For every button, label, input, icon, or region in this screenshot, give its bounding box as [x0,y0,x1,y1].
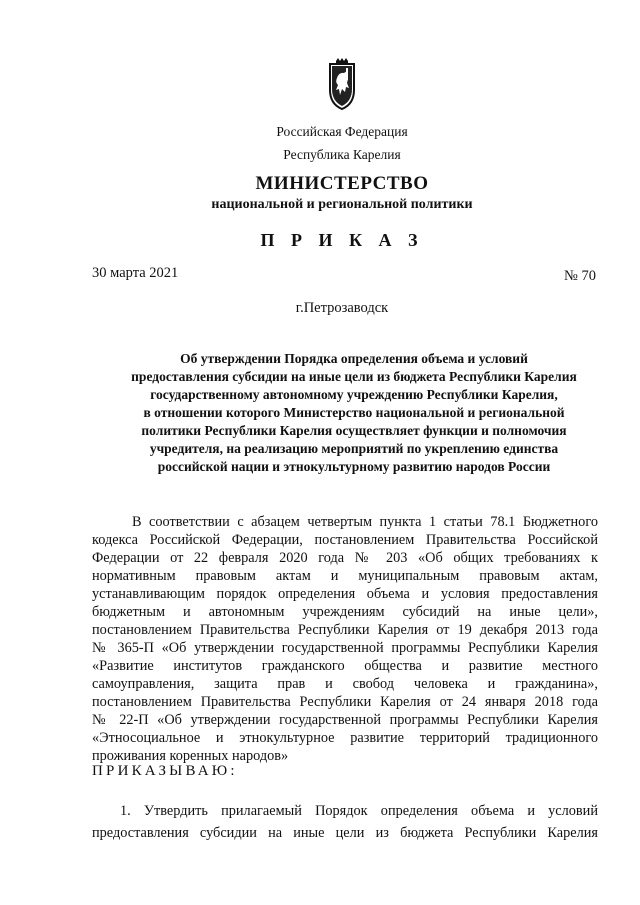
body-line: В соответствии с абзацем четвертым пункта 1 статьи 78.1 Бюджетного [132,514,598,530]
body-line: постановлением Правительства Республики Карелия от 24 января 2018 года [92,694,598,710]
body-line: самоуправления, защита прав и свобод человека и гражданина», [92,676,598,692]
preamble-paragraph [92,513,598,765]
item-line: 1. Утвердить прилагаемый Порядок определения объема и условий [120,803,598,819]
header-republic: Республика Карелия [283,147,401,162]
title-line: в отношении которого Министерство национальной и региональной [143,405,565,420]
document-city: г.Петрозаводск [295,300,389,316]
body-line: № 365-П «Об утверждении государственной программы Республики Карелия [92,640,598,656]
document-title [115,350,593,476]
document-date: 30 марта 2021 [92,265,179,281]
header-country: Российская Федерация [276,124,408,139]
title-line: предоставления субсидии на иные цели из бюджета Республики Карелия [131,369,577,384]
coat-of-arms-icon [327,58,357,110]
body-line: устанавливающим порядок определения объема и условия предоставления [92,586,598,602]
title-line: политики Республики Карелия осуществляет функции и полномочия [141,423,567,438]
body-line: нормативным правовым актам и муниципальным правовым актам, [92,568,598,584]
body-line: бюджетным и автономным учреждениям субсидий на иные цели», [92,604,598,620]
body-line: № 22-П «Об утверждении государственной программы Республики Карелия [92,712,598,728]
body-line: кодекса Российской Федерации, постановлением Правительства Российской [92,532,598,548]
body-line: Федерации от 22 февраля 2020 года № 203 «Об общих требованиях к [92,550,598,566]
document-type: П Р И К А З [260,230,424,250]
title-line: Об утверждении Порядка определения объема и условий [180,351,528,366]
header-ministry-subtitle: национальной и региональной политики [211,197,473,212]
title-line: российской нации и этнокультурному развитию народов России [157,459,551,474]
decree-heading: ПРИКАЗЫВАЮ: [92,763,238,779]
header-ministry: МИНИСТЕРСТВО [255,173,429,194]
decree-item-1 [92,800,598,844]
body-line: проживания коренных народов» [92,748,289,764]
body-line: «Развитие институтов гражданского общества и развитие местного [92,658,598,674]
body-line: постановлением Правительства Республики Карелия от 19 декабря 2013 года [92,622,598,638]
document-number: № 70 [564,268,596,284]
item-line: предоставления субсидии на иные цели из бюджета Республики Карелия [92,825,598,841]
title-line: учредителя, на реализацию мероприятий по укреплению единства [149,441,559,456]
body-line: «Этносоциальное и этнокультурное развитие территорий традиционного [92,730,598,746]
title-line: государственному автономному учреждению Республики Карелия, [150,387,558,402]
